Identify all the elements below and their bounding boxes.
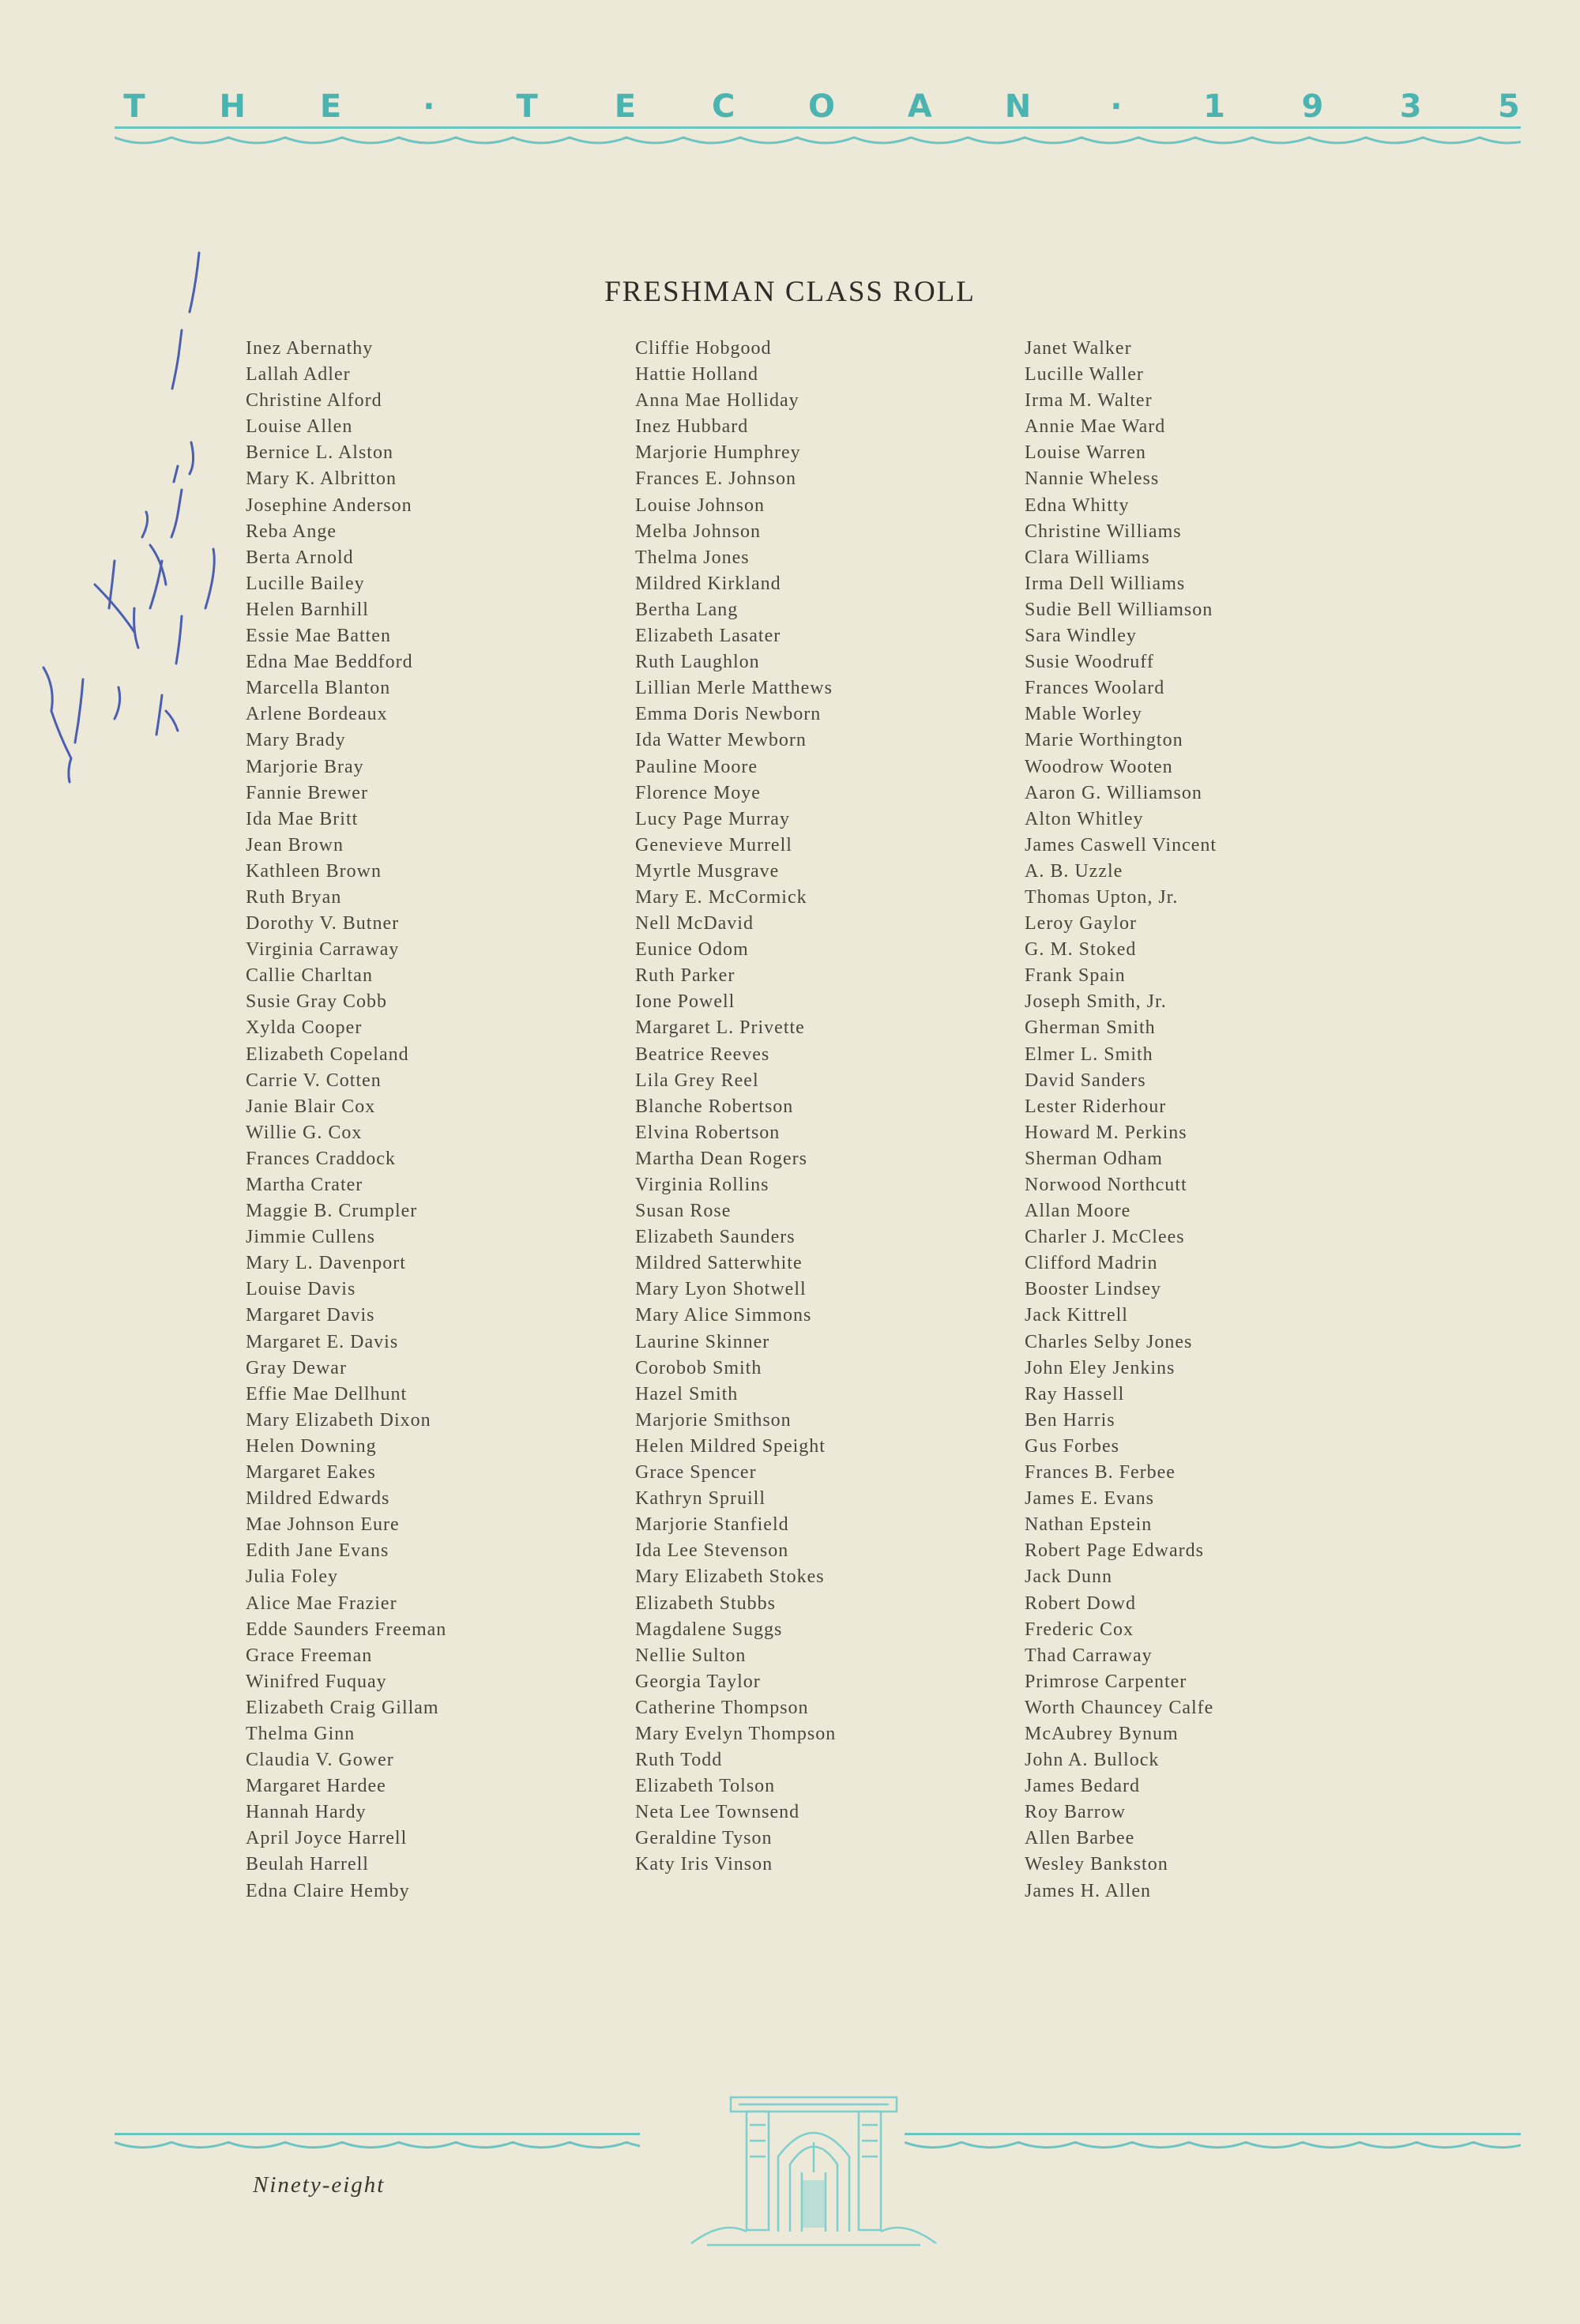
student-name: Margaret Davis [246,1305,375,1326]
student-name: Bertha Lang [635,599,739,620]
student-name: Janet Walker [1025,338,1132,359]
student-name: Clifford Madrin [1025,1253,1158,1274]
student-name: Myrtle Musgrave [635,860,780,882]
building-doorway-emblem [675,2093,952,2251]
student-name: James H. Allen [1025,1880,1151,1901]
student-name: Lallah Adler [246,364,351,385]
footer-rule-left [115,2133,640,2135]
student-name: Booster Lindsey [1025,1279,1161,1300]
student-name: Pauline Moore [635,756,758,777]
student-name: Kathryn Spruill [635,1488,766,1510]
student-name: Gray Dewar [246,1357,347,1378]
student-name: Hannah Hardy [246,1802,367,1823]
student-name: Callie Charltan [246,965,373,987]
student-name: Christine Williams [1025,521,1182,542]
student-name: Elizabeth Copeland [246,1044,409,1065]
student-name: Annie Mae Ward [1025,416,1166,438]
student-name: Carrie V. Cotten [246,1070,382,1091]
student-name: James E. Evans [1025,1488,1154,1510]
student-name: Marjorie Smithson [635,1409,792,1431]
student-name: Hazel Smith [635,1383,739,1405]
student-name: Louise Warren [1025,442,1146,464]
student-name: Thelma Jones [635,547,750,568]
student-name: Fannie Brewer [246,782,368,803]
student-name: Reba Ange [246,521,337,542]
student-name: Emma Doris Newborn [635,704,822,725]
student-name: Marjorie Humphrey [635,442,801,464]
student-name: Edna Claire Hemby [246,1880,410,1901]
footer-wave-border-right [905,2138,1521,2159]
student-name: Aaron G. Williamson [1025,782,1202,803]
student-name: David Sanders [1025,1070,1146,1091]
header-letter: E [614,88,637,125]
student-name: Mary Alice Simmons [635,1305,812,1326]
student-name: Allan Moore [1025,1201,1131,1222]
student-name: Mary Elizabeth Dixon [246,1409,431,1431]
student-name: Corobob Smith [635,1357,762,1378]
student-name: Mary Evelyn Thompson [635,1723,837,1744]
student-name: Ida Mae Britt [246,808,359,829]
student-name: Edde Saunders Freeman [246,1619,447,1640]
student-name: Margaret L. Privette [635,1017,805,1039]
student-name: Willie G. Cox [246,1122,363,1143]
student-name: Leroy Gaylor [1025,913,1137,934]
student-name: Louise Davis [246,1279,356,1300]
student-name: Lester Riderhour [1025,1096,1167,1117]
student-name: Sudie Bell Williamson [1025,599,1213,620]
student-name: Allen Barbee [1025,1828,1135,1849]
student-name: Elizabeth Lasater [635,626,781,647]
header-rule [115,126,1521,129]
student-name: Mary E. McCormick [635,886,807,908]
student-name: Louise Johnson [635,495,765,516]
student-name: Arlene Bordeaux [246,704,388,725]
student-name: Jean Brown [246,834,344,856]
student-name: Lillian Merle Matthews [635,678,833,699]
student-name: Nathan Epstein [1025,1514,1153,1536]
student-name: James Bedard [1025,1776,1140,1797]
student-name: Virginia Rollins [635,1175,769,1195]
student-name: Ruth Todd [635,1750,723,1771]
student-name: Susie Gray Cobb [246,991,387,1013]
student-name: Robert Dowd [1025,1593,1136,1614]
student-name: Thad Carraway [1025,1645,1153,1666]
student-name: Alton Whitley [1025,808,1144,829]
student-name: John Eley Jenkins [1025,1357,1176,1378]
student-name: Florence Moye [635,782,761,803]
student-name: Marie Worthington [1025,730,1183,751]
header-letter: O [807,88,835,125]
student-name: Charler J. McClees [1025,1227,1185,1248]
student-name: Ida Watter Mewborn [635,730,807,751]
header-title [118,83,1525,130]
header-letter: 3 [1399,88,1422,125]
student-name: Mary Elizabeth Stokes [635,1566,825,1588]
student-name: Eunice Odom [635,939,749,961]
student-name: Catherine Thompson [635,1697,809,1718]
student-name: Nell McDavid [635,913,754,934]
student-name: Margaret Hardee [246,1776,386,1797]
student-name: Susan Rose [635,1201,732,1222]
header-letter: · [1110,88,1123,125]
student-name: Elvina Robertson [635,1122,781,1143]
page-title: FRESHMAN CLASS ROLL [604,276,976,308]
student-name: Genevieve Murrell [635,834,792,856]
student-name: Edna Mae Beddford [246,652,413,673]
student-name: Marjorie Bray [246,756,364,777]
student-name: Frances B. Ferbee [1025,1462,1176,1484]
student-name: Primrose Carpenter [1025,1671,1187,1692]
student-name: Irma M. Walter [1025,390,1153,412]
student-name: Sara Windley [1025,626,1137,647]
student-name: Beatrice Reeves [635,1044,770,1065]
student-name: Maggie B. Crumpler [246,1201,418,1222]
student-name: Mary L. Davenport [246,1253,406,1274]
student-name: Christine Alford [246,390,382,412]
student-name: Bernice L. Alston [246,442,393,464]
student-name: Thelma Ginn [246,1723,356,1744]
student-name: Margaret E. Davis [246,1331,399,1352]
student-name: Dorothy V. Butner [246,913,400,934]
student-name: Mary Lyon Shotwell [635,1279,807,1300]
student-name: Lila Grey Reel [635,1070,759,1091]
student-name: Janie Blair Cox [246,1096,376,1117]
student-name: Xylda Cooper [246,1017,363,1039]
header-wave-border [115,133,1521,156]
student-name: April Joyce Harrell [246,1828,408,1849]
student-name: Grace Freeman [246,1645,373,1666]
student-name: Winifred Fuquay [246,1671,387,1692]
student-name: Sherman Odham [1025,1148,1163,1169]
student-name: Ruth Parker [635,965,735,987]
student-name: Julia Foley [246,1566,338,1588]
student-name: Beulah Harrell [246,1854,369,1875]
student-name: Kathleen Brown [246,860,382,882]
student-name: Hattie Holland [635,364,758,385]
handwritten-check-marks [24,237,229,790]
student-name: Helen Barnhill [246,599,369,620]
header-letter: 9 [1301,88,1324,125]
student-name: Ruth Laughlon [635,652,760,673]
student-name: Essie Mae Batten [246,626,391,647]
student-name: James Caswell Vincent [1025,834,1217,856]
student-name: Blanche Robertson [635,1096,794,1117]
student-name: Ida Lee Stevenson [635,1540,789,1562]
student-name: Charles Selby Jones [1025,1331,1193,1352]
student-name: Lucille Bailey [246,573,365,594]
page-number: Ninety-eight [253,2172,386,2198]
student-name: Elizabeth Tolson [635,1776,776,1797]
student-name: Cliffie Hobgood [635,338,772,359]
student-name: Katy Iris Vinson [635,1854,773,1875]
name-column-3 [1025,336,1420,1905]
student-name: Mildred Kirkland [635,573,781,594]
student-name: Marjorie Stanfield [635,1514,789,1536]
student-name: McAubrey Bynum [1025,1723,1179,1744]
student-name: Gus Forbes [1025,1435,1120,1457]
student-name: Helen Downing [246,1435,377,1457]
name-column-1 [246,336,641,1905]
student-name: Virginia Carraway [246,939,400,961]
student-name: Grace Spencer [635,1462,757,1484]
student-name: Wesley Bankston [1025,1854,1168,1875]
student-name: Helen Mildred Speight [635,1435,826,1457]
student-name: Edith Jane Evans [246,1540,389,1562]
student-name: Elmer L. Smith [1025,1044,1153,1065]
student-name: Susie Woodruff [1025,652,1154,673]
student-name: Gherman Smith [1025,1017,1156,1039]
student-name: Lucy Page Murray [635,808,790,829]
student-name: Norwood Northcutt [1025,1175,1187,1195]
header-letter: T [516,88,538,125]
student-name: Frances Woolard [1025,678,1165,699]
student-name: Josephine Anderson [246,495,412,516]
student-name: Jimmie Cullens [246,1227,375,1248]
student-name: John A. Bullock [1025,1750,1160,1771]
student-name: Howard M. Perkins [1025,1122,1187,1143]
student-name: Joseph Smith, Jr. [1025,991,1167,1013]
student-name: Robert Page Edwards [1025,1540,1204,1562]
student-name: Frances E. Johnson [635,468,796,490]
student-name: Worth Chauncey Calfe [1025,1697,1214,1718]
student-name: Geraldine Tyson [635,1828,773,1849]
student-name: Anna Mae Holliday [635,390,799,412]
student-name: Melba Johnson [635,521,761,542]
student-name: Effie Mae Dellhunt [246,1383,408,1405]
student-name: Mary K. Albritton [246,468,397,490]
header-letter: 5 [1498,88,1520,125]
header-letter: E [319,88,342,125]
student-name: Inez Abernathy [246,338,374,359]
header-letter: · [423,88,435,125]
student-name: Georgia Taylor [635,1671,761,1692]
student-name: Berta Arnold [246,547,354,568]
header-letter: H [219,88,246,125]
student-name: A. B. Uzzle [1025,860,1123,882]
footer-rule-right [905,2133,1521,2135]
student-name: Magdalene Suggs [635,1619,783,1640]
student-name: Ray Hassell [1025,1383,1125,1405]
student-name: Marcella Blanton [246,678,391,699]
student-name: Elizabeth Stubbs [635,1593,776,1614]
student-name: Elizabeth Saunders [635,1227,796,1248]
student-name: Martha Crater [246,1175,363,1195]
student-name: Laurine Skinner [635,1331,770,1352]
student-name: Woodrow Wooten [1025,756,1173,777]
student-name: Inez Hubbard [635,416,749,438]
name-column-2 [635,336,1030,1878]
student-name: Louise Allen [246,416,353,438]
student-name: Frederic Cox [1025,1619,1134,1640]
student-name: Martha Dean Rogers [635,1148,807,1169]
student-name: G. M. Stoked [1025,939,1137,961]
student-name: Mildred Satterwhite [635,1253,803,1274]
student-name: Mildred Edwards [246,1488,390,1510]
footer-wave-border-left [115,2138,640,2159]
student-name: Jack Dunn [1025,1566,1112,1588]
header-letter: N [1004,88,1032,125]
student-name: Nannie Wheless [1025,468,1160,490]
student-name: Frank Spain [1025,965,1126,987]
student-name: Neta Lee Townsend [635,1802,800,1823]
student-name: Thomas Upton, Jr. [1025,886,1179,908]
header-letter: C [712,88,735,125]
student-name: Alice Mae Frazier [246,1593,397,1614]
student-name: Mary Brady [246,730,346,751]
header-letter: 1 [1203,88,1226,125]
student-name: Frances Craddock [246,1148,396,1169]
student-name: Elizabeth Craig Gillam [246,1697,439,1718]
student-name: Roy Barrow [1025,1802,1126,1823]
student-name: Ruth Bryan [246,886,342,908]
header-letter: T [123,88,145,125]
student-name: Claudia V. Gower [246,1750,394,1771]
student-name: Ben Harris [1025,1409,1115,1431]
student-name: Edna Whitty [1025,495,1130,516]
student-name: Clara Williams [1025,547,1150,568]
student-name: Margaret Eakes [246,1462,376,1484]
student-name: Mae Johnson Eure [246,1514,400,1536]
student-name: Nellie Sulton [635,1645,747,1666]
student-name: Irma Dell Williams [1025,573,1186,594]
header-letter: A [907,88,932,125]
student-name: Lucille Waller [1025,364,1144,385]
student-name: Mable Worley [1025,704,1142,725]
student-name: Jack Kittrell [1025,1305,1128,1326]
student-name: Ione Powell [635,991,735,1013]
